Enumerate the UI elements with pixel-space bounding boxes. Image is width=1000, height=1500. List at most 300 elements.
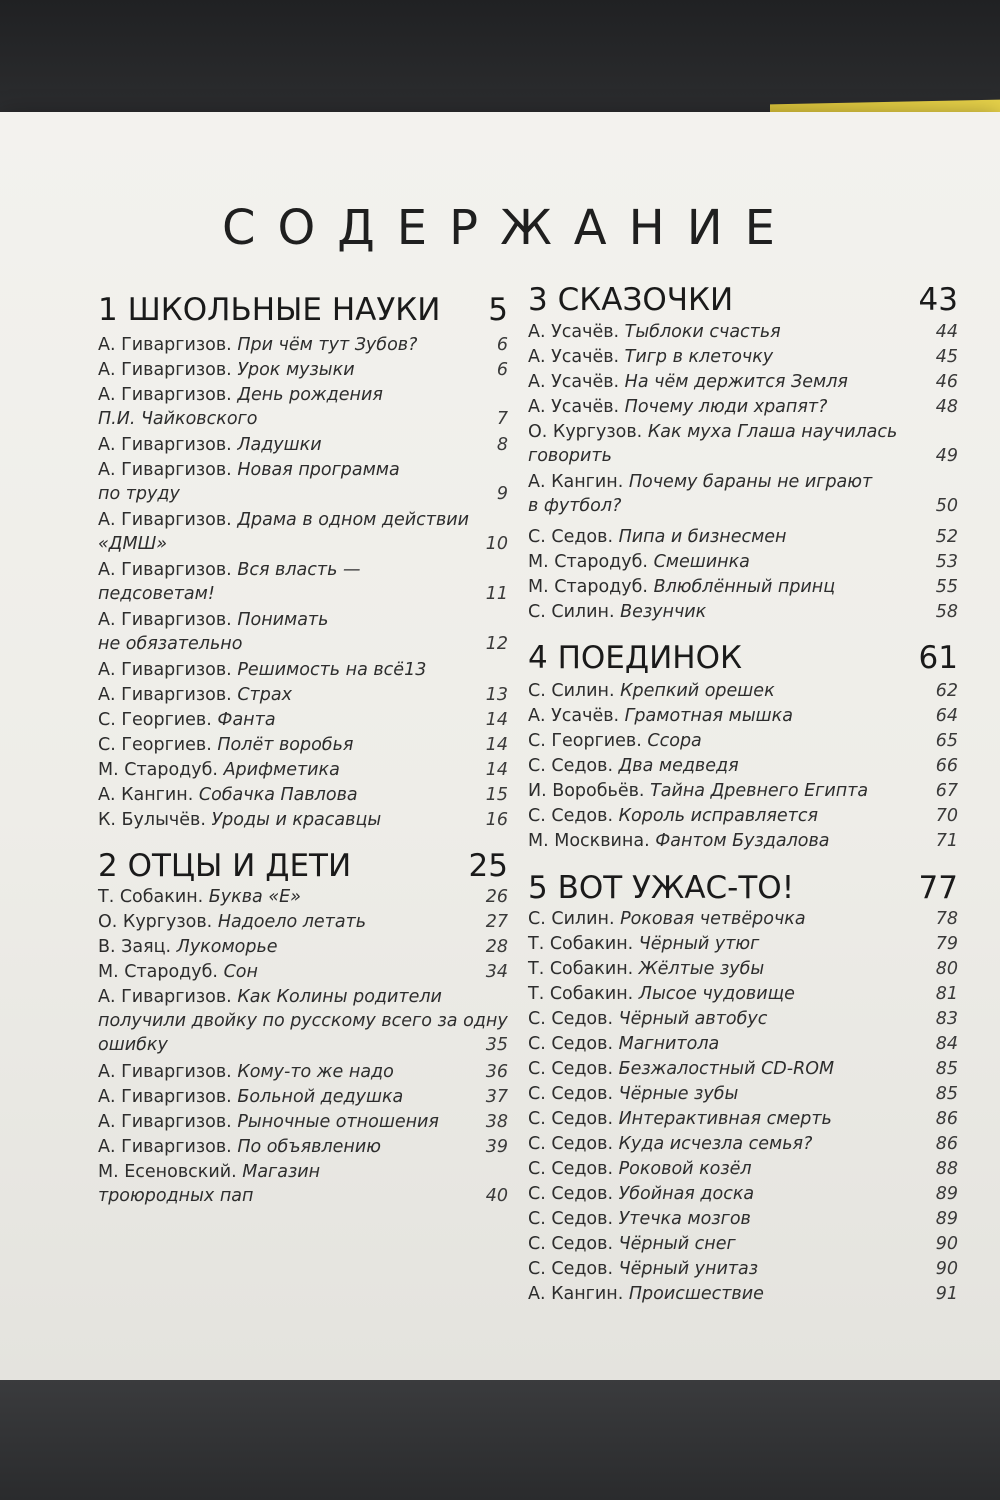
entry-line bbox=[528, 370, 958, 394]
entry-page-number: 70 bbox=[935, 806, 958, 826]
entry-title: Полёт воробья bbox=[217, 735, 354, 755]
entry-line bbox=[528, 525, 958, 549]
toc-entry bbox=[98, 885, 508, 909]
entry-title: Король исправляется bbox=[618, 806, 819, 826]
toc-entry bbox=[98, 758, 508, 782]
entry-title: Интерактивная смерть bbox=[618, 1109, 832, 1129]
entry-title: Два медведя bbox=[618, 756, 739, 776]
entry-page-number: 88 bbox=[935, 1159, 958, 1179]
entry-title: Рыночные отношения bbox=[237, 1112, 439, 1132]
entry-page-number: 15 bbox=[485, 785, 508, 805]
entry-line bbox=[528, 1057, 958, 1081]
section-heading bbox=[528, 282, 958, 322]
entry-page-number: 86 bbox=[935, 1109, 958, 1129]
toc-entry bbox=[98, 1060, 508, 1084]
entry-line bbox=[98, 383, 508, 407]
entry-author: А. Гиваргизов. bbox=[98, 1087, 232, 1107]
entry-author: А. Усачёв. bbox=[528, 397, 620, 417]
toc-entry bbox=[528, 729, 958, 753]
entry-line bbox=[528, 575, 958, 599]
entry-title: ошибку bbox=[98, 1035, 168, 1055]
entry-line bbox=[528, 1232, 958, 1256]
entry-page-number: 40 bbox=[485, 1186, 508, 1206]
entry-author: М. Есеновский. bbox=[98, 1162, 237, 1182]
entry-author: Т. Собакин. bbox=[528, 984, 634, 1004]
entry-author: А. Гиваргизов. bbox=[98, 460, 232, 480]
entry-author: Т. Собакин. bbox=[528, 959, 634, 979]
entry-author: С. Седов. bbox=[528, 1109, 614, 1129]
entry-title: Фантом Буздалова bbox=[655, 831, 830, 851]
toc-entry bbox=[528, 779, 958, 803]
toc-entry bbox=[98, 1160, 508, 1208]
entry-page-number: 10 bbox=[485, 534, 508, 554]
entry-author: О. Кургузов. bbox=[98, 912, 213, 932]
entry-title: Лукоморье bbox=[176, 937, 278, 957]
section-title: 2 ОТЦЫ И ДЕТИ bbox=[98, 848, 352, 884]
entry-author: Т. Собакин. bbox=[528, 934, 634, 954]
entry-line bbox=[98, 985, 508, 1009]
section-page-number: 43 bbox=[918, 282, 958, 318]
entry-title: Драма в одном действии bbox=[237, 510, 470, 530]
entry-line bbox=[528, 320, 958, 344]
entry-title: П.И. Чайковского bbox=[98, 409, 258, 429]
entry-author: А. Гиваргизов. bbox=[98, 335, 232, 355]
toc-entry bbox=[98, 558, 508, 606]
entry-page-number: 89 bbox=[935, 1209, 958, 1229]
toc-entry bbox=[98, 708, 508, 732]
entry-title: Как муха Глаша научилась bbox=[647, 422, 898, 442]
entry-title: Происшествие bbox=[628, 1284, 764, 1304]
entry-page-number: 9 bbox=[496, 484, 508, 504]
section-title: 1 ШКОЛЬНЫЕ НАУКИ bbox=[98, 292, 441, 328]
entry-author: С. Седов. bbox=[528, 1209, 614, 1229]
toc-entry bbox=[528, 1007, 958, 1031]
entry-title: По объявлению bbox=[237, 1137, 381, 1157]
toc-entry bbox=[528, 575, 958, 599]
entry-line bbox=[528, 1207, 958, 1231]
entry-author: К. Булычёв. bbox=[98, 810, 206, 830]
entry-title: Надоело летать bbox=[217, 912, 367, 932]
entry-title: педсоветам! bbox=[98, 584, 215, 604]
entry-author: С. Силин. bbox=[528, 602, 615, 622]
section-page-number: 5 bbox=[488, 292, 508, 328]
toc-entry bbox=[528, 320, 958, 344]
entry-line bbox=[528, 729, 958, 753]
entry-line bbox=[98, 683, 508, 707]
entry-author: С. Седов. bbox=[528, 527, 614, 547]
toc-entry bbox=[528, 679, 958, 703]
entry-page-number: 14 bbox=[485, 735, 508, 755]
toc-entry bbox=[98, 783, 508, 807]
entry-page-number: 50 bbox=[935, 496, 958, 516]
entry-page-number: 39 bbox=[485, 1137, 508, 1157]
entry-title: Уроды и красавцы bbox=[211, 810, 382, 830]
entry-author: А. Кангин. bbox=[98, 785, 194, 805]
entry-line bbox=[98, 1085, 508, 1109]
entry-line bbox=[98, 608, 508, 632]
entry-title: Безжалостный CD-ROM bbox=[618, 1059, 835, 1079]
entry-title: Вся власть — bbox=[237, 560, 361, 580]
toc-entry bbox=[98, 458, 508, 506]
entry-title: Почему люди храпят? bbox=[624, 397, 828, 417]
section-heading bbox=[528, 640, 958, 680]
entry-title: Тайна Древнего Египта bbox=[650, 781, 869, 801]
entry-author: С. Георгиев. bbox=[528, 731, 642, 751]
entry-page-number: 27 bbox=[485, 912, 508, 932]
toc-entry bbox=[98, 985, 508, 1057]
toc-entry bbox=[528, 1282, 958, 1306]
entry-page-number: 62 bbox=[935, 681, 958, 701]
entry-title: Чёрный автобус bbox=[618, 1009, 768, 1029]
entry-title: Решимость на всё13 bbox=[237, 660, 427, 680]
toc-entry bbox=[528, 1207, 958, 1231]
entry-author: С. Седов. bbox=[528, 1184, 614, 1204]
entry-line bbox=[98, 708, 508, 732]
entry-title: Чёрный снег bbox=[618, 1234, 736, 1254]
entry-page-number: 37 bbox=[485, 1087, 508, 1107]
toc-entry bbox=[98, 358, 508, 382]
entry-line bbox=[98, 532, 508, 556]
toc-entry bbox=[528, 345, 958, 369]
entry-line bbox=[98, 658, 508, 682]
section-page-number: 77 bbox=[918, 870, 958, 906]
entry-line bbox=[98, 333, 508, 357]
entry-page-number: 13 bbox=[485, 685, 508, 705]
entry-line bbox=[98, 632, 508, 656]
entry-line bbox=[528, 1082, 958, 1106]
entry-author: М. Стародуб. bbox=[528, 577, 648, 597]
entry-author: А. Гиваргизов. bbox=[98, 660, 232, 680]
entry-author: С. Силин. bbox=[528, 909, 615, 929]
entry-title: Ладушки bbox=[237, 435, 322, 455]
entry-line bbox=[528, 829, 958, 853]
section-heading bbox=[528, 870, 958, 910]
entry-author: А. Усачёв. bbox=[528, 347, 620, 367]
entry-page-number: 28 bbox=[485, 937, 508, 957]
entry-line bbox=[528, 1257, 958, 1281]
section-title: 4 ПОЕДИНОК bbox=[528, 640, 743, 676]
toc-entry bbox=[528, 1182, 958, 1206]
entry-page-number: 8 bbox=[496, 435, 508, 455]
entry-line bbox=[98, 758, 508, 782]
entry-page-number: 45 bbox=[935, 347, 958, 367]
entry-author: А. Гиваргизов. bbox=[98, 360, 232, 380]
entry-author: А. Гиваргизов. bbox=[98, 610, 232, 630]
toc-entry bbox=[528, 370, 958, 394]
toc-entry bbox=[98, 935, 508, 959]
entry-page-number: 38 bbox=[485, 1112, 508, 1132]
entry-author: С. Седов. bbox=[528, 1234, 614, 1254]
toc-entry bbox=[98, 1110, 508, 1134]
section-page-number: 25 bbox=[468, 848, 508, 884]
entry-title: не обязательно bbox=[98, 634, 243, 654]
entry-author: А. Гиваргизов. bbox=[98, 560, 232, 580]
toc-entry bbox=[98, 1085, 508, 1109]
entry-title: Убойная доска bbox=[618, 1184, 755, 1204]
toc-entry bbox=[98, 658, 508, 682]
entry-author: А. Гиваргизов. bbox=[98, 385, 232, 405]
entry-line bbox=[528, 494, 958, 518]
entry-page-number: 79 bbox=[935, 934, 958, 954]
entry-author: С. Седов. bbox=[528, 1159, 614, 1179]
entry-line bbox=[98, 407, 508, 431]
toc-entry bbox=[98, 608, 508, 656]
toc-entry bbox=[98, 508, 508, 556]
toc-entry bbox=[528, 395, 958, 419]
entry-page-number: 71 bbox=[935, 831, 958, 851]
entry-title: Грамотная мышка bbox=[624, 706, 793, 726]
entry-page-number: 85 bbox=[935, 1084, 958, 1104]
entry-line bbox=[98, 935, 508, 959]
entry-line bbox=[98, 783, 508, 807]
entry-page-number: 53 bbox=[935, 552, 958, 572]
entry-page-number: 46 bbox=[935, 372, 958, 392]
entry-author: А. Гиваргизов. bbox=[98, 510, 232, 530]
entry-line bbox=[528, 1157, 958, 1181]
entry-title: Куда исчезла семья? bbox=[618, 1134, 813, 1154]
entry-author: О. Кургузов. bbox=[528, 422, 643, 442]
entry-line bbox=[528, 932, 958, 956]
toc-entry bbox=[528, 1257, 958, 1281]
entry-line bbox=[98, 1135, 508, 1159]
entry-title: Роковая четвёрочка bbox=[620, 909, 806, 929]
entry-page-number: 36 bbox=[485, 1062, 508, 1082]
entry-author: С. Силин. bbox=[528, 681, 615, 701]
toc-entry bbox=[528, 704, 958, 728]
entry-author: С. Седов. bbox=[528, 1009, 614, 1029]
entry-title: Пипа и бизнесмен bbox=[618, 527, 787, 547]
entry-title: Лысое чудовище bbox=[638, 984, 795, 1004]
entry-author: И. Воробьёв. bbox=[528, 781, 645, 801]
entry-title: Больной дедушка bbox=[237, 1087, 404, 1107]
entry-title: Сон bbox=[223, 962, 258, 982]
entry-page-number: 16 bbox=[485, 810, 508, 830]
entry-line bbox=[98, 960, 508, 984]
entry-page-number: 91 bbox=[935, 1284, 958, 1304]
entry-page-number: 81 bbox=[935, 984, 958, 1004]
entry-page-number: 14 bbox=[485, 710, 508, 730]
entry-title: Влюблённый принц bbox=[653, 577, 836, 597]
toc-entry bbox=[528, 907, 958, 931]
entry-author: А. Кангин. bbox=[528, 1284, 624, 1304]
entry-line bbox=[528, 804, 958, 828]
entry-title: Страх bbox=[237, 685, 292, 705]
entry-title: Тигр в клеточку bbox=[624, 347, 774, 367]
entry-title: говорить bbox=[528, 446, 612, 466]
entry-title: Урок музыки bbox=[237, 360, 355, 380]
entry-line bbox=[528, 1032, 958, 1056]
entry-author: С. Седов. bbox=[528, 1134, 614, 1154]
entry-author: А. Гиваргизов. bbox=[98, 1137, 232, 1157]
entry-page-number: 55 bbox=[935, 577, 958, 597]
entry-title: в футбол? bbox=[528, 496, 622, 516]
entry-author: С. Седов. bbox=[528, 1259, 614, 1279]
entry-title: Утечка мозгов bbox=[618, 1209, 751, 1229]
entry-author: М. Стародуб. bbox=[98, 760, 218, 780]
toc-entry bbox=[528, 1107, 958, 1131]
entry-title: получили двойку по русскому всего за одну bbox=[98, 1011, 508, 1031]
toc-entry bbox=[98, 1135, 508, 1159]
entry-title: Смешинка bbox=[653, 552, 750, 572]
entry-author: А. Гиваргизов. bbox=[98, 1062, 232, 1082]
section-title: 5 ВОТ УЖАС-ТО! bbox=[528, 870, 795, 906]
entry-page-number: 90 bbox=[935, 1259, 958, 1279]
toc-entry bbox=[528, 1157, 958, 1181]
entry-line bbox=[98, 885, 508, 909]
entry-page-number: 66 bbox=[935, 756, 958, 776]
entry-line bbox=[98, 1009, 508, 1033]
entry-title: Фанта bbox=[217, 710, 276, 730]
entry-title: Роковой козёл bbox=[618, 1159, 752, 1179]
entry-line bbox=[98, 358, 508, 382]
toc-entry bbox=[98, 383, 508, 431]
entry-page-number: 52 bbox=[935, 527, 958, 547]
toc-entry bbox=[528, 470, 958, 518]
entry-line bbox=[98, 433, 508, 457]
entry-title: Чёрный утюг bbox=[638, 934, 760, 954]
toc-entry bbox=[98, 433, 508, 457]
entry-line bbox=[528, 679, 958, 703]
entry-line bbox=[98, 482, 508, 506]
entry-line bbox=[98, 582, 508, 606]
entry-title: троюродных пап bbox=[98, 1186, 254, 1206]
entry-page-number: 48 bbox=[935, 397, 958, 417]
entry-line bbox=[528, 704, 958, 728]
entry-page-number: 84 bbox=[935, 1034, 958, 1054]
entry-author: М. Стародуб. bbox=[528, 552, 648, 572]
entry-title: Как Колины родители bbox=[237, 987, 442, 1007]
entry-line bbox=[528, 1282, 958, 1306]
toc-entry bbox=[528, 1032, 958, 1056]
entry-line bbox=[98, 558, 508, 582]
entry-page-number: 12 bbox=[485, 634, 508, 654]
toc-entry bbox=[98, 910, 508, 934]
entry-author: А. Кангин. bbox=[528, 472, 624, 492]
entry-line bbox=[528, 957, 958, 981]
entry-line bbox=[98, 808, 508, 832]
entry-title: Понимать bbox=[237, 610, 329, 630]
entry-author: М. Москвина. bbox=[528, 831, 650, 851]
entry-page-number: 6 bbox=[496, 335, 508, 355]
entry-page-number: 83 bbox=[935, 1009, 958, 1029]
entry-line bbox=[528, 444, 958, 468]
section-heading bbox=[98, 848, 508, 888]
entry-title: Чёрные зубы bbox=[618, 1084, 739, 1104]
entry-page-number: 89 bbox=[935, 1184, 958, 1204]
entry-title: При чём тут Зубов? bbox=[237, 335, 418, 355]
entry-title: Чёрный унитаз bbox=[618, 1259, 759, 1279]
entry-page-number: 6 bbox=[496, 360, 508, 380]
entry-line bbox=[528, 982, 958, 1006]
entry-author: А. Гиваргизов. bbox=[98, 435, 232, 455]
entry-title: Крепкий орешек bbox=[620, 681, 775, 701]
entry-title: На чём держится Земля bbox=[624, 372, 848, 392]
entry-page-number: 78 bbox=[935, 909, 958, 929]
toc-entry bbox=[528, 982, 958, 1006]
entry-author: В. Заяц. bbox=[98, 937, 172, 957]
entry-page-number: 14 bbox=[485, 760, 508, 780]
entry-page-number: 67 bbox=[935, 781, 958, 801]
toc-entry bbox=[528, 957, 958, 981]
entry-page-number: 90 bbox=[935, 1234, 958, 1254]
entry-line bbox=[528, 420, 958, 444]
toc-entry bbox=[528, 550, 958, 574]
toc-entry bbox=[98, 333, 508, 357]
entry-line bbox=[98, 1060, 508, 1084]
entry-author: С. Седов. bbox=[528, 1059, 614, 1079]
entry-page-number: 35 bbox=[485, 1035, 508, 1055]
entry-line bbox=[528, 600, 958, 624]
entry-page-number: 58 bbox=[935, 602, 958, 622]
entry-title: Тыблоки счастья bbox=[624, 322, 781, 342]
entry-author: А. Гиваргизов. bbox=[98, 685, 232, 705]
toc-entry bbox=[528, 600, 958, 624]
entry-line bbox=[528, 754, 958, 778]
contents-heading: СОДЕРЖАНИЕ bbox=[222, 200, 797, 256]
entry-title: Ссора bbox=[647, 731, 702, 751]
entry-author: А. Усачёв. bbox=[528, 372, 620, 392]
entry-title: Магазин bbox=[242, 1162, 321, 1182]
entry-line bbox=[528, 1132, 958, 1156]
entry-page-number: 44 bbox=[935, 322, 958, 342]
toc-entry bbox=[98, 960, 508, 984]
entry-page-number: 85 bbox=[935, 1059, 958, 1079]
toc-entry bbox=[528, 932, 958, 956]
toc-entry bbox=[98, 808, 508, 832]
entry-page-number: 64 bbox=[935, 706, 958, 726]
toc-entry bbox=[528, 525, 958, 549]
toc-entry bbox=[528, 1232, 958, 1256]
entry-line bbox=[528, 395, 958, 419]
entry-title: Собачка Павлова bbox=[198, 785, 358, 805]
entry-title: Почему бараны не играют bbox=[628, 472, 873, 492]
toc-entry bbox=[528, 1082, 958, 1106]
entry-line bbox=[528, 550, 958, 574]
toc-entry bbox=[528, 754, 958, 778]
entry-line bbox=[528, 1182, 958, 1206]
entry-line bbox=[98, 458, 508, 482]
background-bottom bbox=[0, 1380, 1000, 1500]
entry-author: М. Стародуб. bbox=[98, 962, 218, 982]
entry-page-number: 80 bbox=[935, 959, 958, 979]
toc-entry bbox=[528, 1057, 958, 1081]
entry-line bbox=[98, 910, 508, 934]
entry-page-number: 65 bbox=[935, 731, 958, 751]
entry-line bbox=[98, 1033, 508, 1057]
entry-page-number: 34 bbox=[485, 962, 508, 982]
entry-title: День рождения bbox=[237, 385, 383, 405]
entry-author: С. Седов. bbox=[528, 1034, 614, 1054]
entry-line bbox=[528, 779, 958, 803]
entry-author: С. Георгиев. bbox=[98, 710, 212, 730]
entry-title: Буква «Е» bbox=[208, 887, 301, 907]
entry-line bbox=[98, 1110, 508, 1134]
toc-entry bbox=[528, 804, 958, 828]
entry-line bbox=[528, 345, 958, 369]
entry-title: Везунчик bbox=[620, 602, 707, 622]
entry-author: С. Седов. bbox=[528, 806, 614, 826]
entry-author: А. Усачёв. bbox=[528, 706, 620, 726]
entry-line bbox=[98, 508, 508, 532]
entry-page-number: 26 bbox=[485, 887, 508, 907]
entry-author: Т. Собакин. bbox=[98, 887, 204, 907]
entry-title: Кому-то же надо bbox=[237, 1062, 394, 1082]
section-heading bbox=[98, 292, 508, 332]
entry-line bbox=[98, 1184, 508, 1208]
toc-entry bbox=[98, 733, 508, 757]
entry-author: С. Седов. bbox=[528, 756, 614, 776]
entry-title: по труду bbox=[98, 484, 180, 504]
